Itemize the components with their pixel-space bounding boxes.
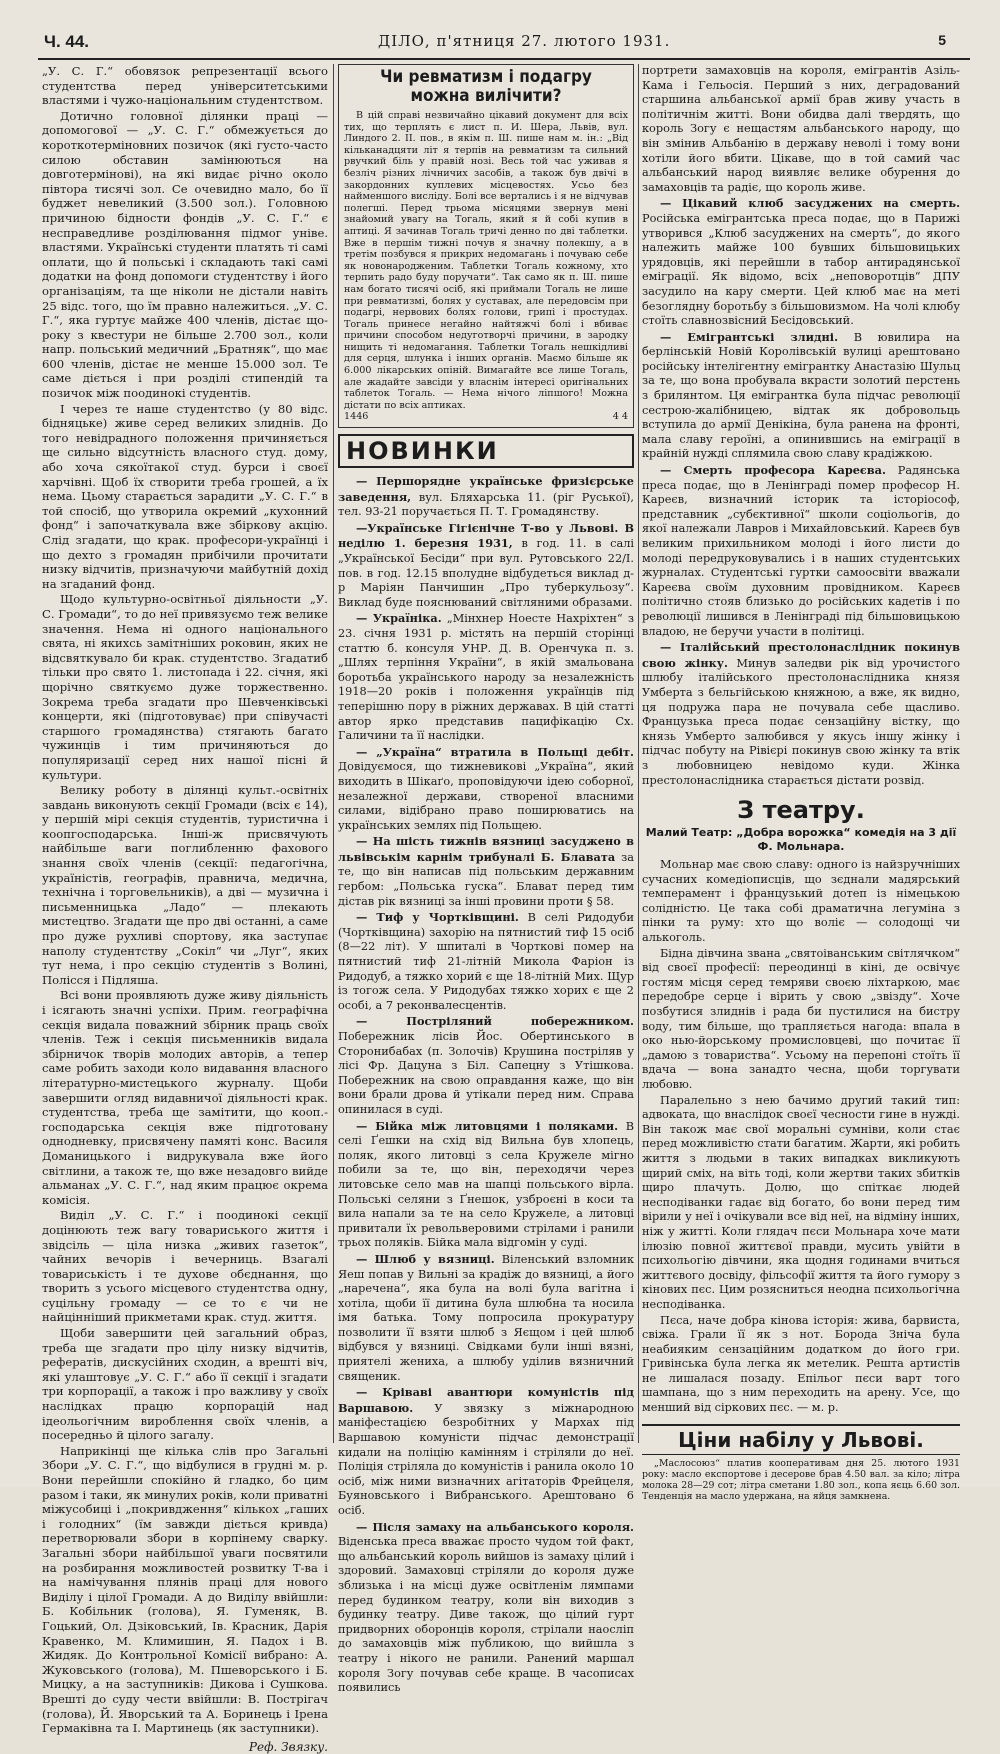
header-rule [38, 58, 970, 60]
prices-section-title: Ціни набілу у Львові. [642, 1424, 960, 1455]
news-item: — Італійський престолонаслідник покинув свою жінку. Минув заледви рік від урочистого шлюбу італійського престолонаслідника князя Умберта з бельгійською княжною, а вже, як видно, ця подружа пара не почувала себе щасливо. Французька преса подає сензаційну вістку, що князь Умберто залюбився у якусь іншу жінку і підчас побуту на Рівієрі покинув свою жінку та втік з любовницею невідомо куди. Жінка престолонаслідника старається дістати розвід. [642, 640, 960, 787]
news-item: — „Україна“ втратила в Польщі дебіт. Довідуємося, що тижневикові „Україна“, який виходить в Шікаґо, проповідуючи ідею соборної, незалежної держави, створеної власними силами, відібрано право поширюватись на українських землях під Польщею. [338, 744, 634, 832]
column-divider [638, 64, 639, 1443]
news-item: — Бійка між литовцями і поляками. В селі Ґешки на схід від Вильна був хлопець, поляк, якого литовці з села Кружеле мігно побили за те, що він, переходячи через литовське село мав на шапці польського вірла. Польські селяни з Ґнешок, узброєні в коси та вила напали за те на село Кружеле, а литовці привитали їх револьверовими стрілами і ранили трьох поляків. Бійка мала відгомін у суді. [338, 1118, 634, 1250]
togal-advertisement [338, 64, 634, 428]
news-item: — Першорядне українське фризієрське заведення, вул. Бляхарська 11. (ріг Руської), тел. 93-21 поручається П. Т. Громадянству. [338, 474, 634, 519]
news-item: — Тиф у Чортківщині. В селі Ридодуби (Чортківщина) захорію на пятнистий тиф 15 осіб (8—22 літ). У шпиталі в Чорткові помер на пятнистий тиф 21-літній Микола Фаріон із Ридодуб, а тяжко хорий є ще 18-літній Мих. Щур із тогож села. У Ридодубах тяжко хорих є ще 2 особі, а 7 реконвалесцентів. [338, 910, 634, 1012]
news-item: — Цікавий клюб засуджених на смерть. Російська емігрантська преса подає, що в Парижі утворився „Клюб засуджених на смерть“, до якого належить майже 100 бувших більшовицьких урядовців, які перейшли в табор антирадянської еміграції. Як відомо, всіх „неповоротців“ ДПУ засудило на кару смерти. Цей клюб має на меті безоглядну боротьбу з більшовизмом. На чолі клюбу стоїть славнозвісний Бесідовський. [642, 196, 960, 328]
article-paragraph: „У. С. Г.“ обовязок репрезентації всього студентства перед університетськими властями і чужо-національним студентством. [42, 64, 328, 108]
news-continuation: портрети замаховців на короля, емігрантів Азіль-Кама і Гельосія. Перший з них, деградований старшина альбанської армії брав живу участь в політичнім житті. Вони обидва далі твердять, що король Зогу є нещастям альбанського народу, що він змінив Альбанію в державу неволі і тому вони хотіли його вбити. Цікаве, що в той самий час альбанський народ виявляє велике обурення до замаховців та радіє, що король живе. [642, 64, 960, 194]
news-continued [642, 64, 960, 788]
issue-number: Ч. 44. [44, 32, 90, 51]
article-paragraph: Дотично головної ділянки праці — допомогової — „У. С. Г.“ обмежується до короткотерміновних позичок (які густо-часто силою обставин замінюються на довготермінові), на які видає річно около півтора тисячі зол. Се очевидно мало, бо її буджет невеликий (3.500 зол.). Головною причиною бідности фондів „У. С. Г.“ є несправедливе розділювання підмог уніве. властями. Українські студенти платять ті самі оплати, що й польські і складають такі самі додатки на фонд допомоги студентству і його організаціям, та ще ніколи не дістали навіть 25 відс. того, що їм правно належиться. „У. С. Г.“, яка гуртує майже 400 членів, дістає що-року з квестури не більше 2.700 зол., коли напр. польський медичний „Братняк“, що має 600 членів, дістає не менше 15.000 зол. Те саме діється і при розділі стипендій та позичок між поодинокі студентів. [42, 108, 328, 401]
review-paragraph: Бідна дівчина звана „святоіванським світлячком“ від своєї професії: переодинці в кіні, де освічує гостям місця серед темряви своєю ліхтаркою, має передобре серце і вірить у свою „звізду“. Хоче позбутися злиднів і рада би пустилися на бистру воду, тим більше, що трапляється нагода: впала в око нью-йорському промисловцеві, що почитає її „дамою з товариства“. Усьому на перепоні стоїть її вдача — вона занадто чесна, щоби торгувати любовю. [642, 946, 960, 1091]
column-1 [42, 64, 328, 1754]
page-header [38, 30, 970, 56]
ad-text: В цій справі незвичайно цікавий документ для всіх тих, що терплять є лист п. И. Шера, Львів, вул. Линдого 2. II. пов., в якім п. Ш. пише нам м. ін.: „Від кільканадцяти літ я терпів на ревматизм та сильний рвучкий біль у правій нозі. Весь той час уживав я безліч різних лічничих засобів, а також був двічі в закордонних куплевих місцевостях. Усьо без найменшого висліду. Болі все вертались і я не відчував полегші. Перед трьома місяцями звернув мені знайомий увагу на Тогаль, який я й собі купив в аптиці. Я зачинав Тогаль тричі денно по дві таблетки. Вже в першім тижні почув я значну полекшу, а в третім позбувся я прикрих недомагань і почуваю себе як новонародженим. Таблетки Тогаль кожному, хто терпить радо буду поручати“. Так само як п. Ш. пише нам богато тисячі осіб, які приймали Тогаль не лише при ревматизмі, болях у суставах, але передовсім при подагрі, нервових болях голови, грипі і простудах. Тогаль принесе негайно найтяжчі болі і вбиває причини способом недуготворчі причини, в зародку нищить ті недомагання. Таблетки Тогаль нешкідливі для серця, шлунка і інших органів. Маємо більше як 6.000 лікарських опіній. Вимагайте все лише Тогаль, але жадайте завсіди у власнім інтересі оригінальних таблеток Тогаль. — Нема нічого ліпшого! Можна дістати по всіх аптиках. [344, 110, 628, 411]
article-signature: Реф. Звязку. [248, 1739, 328, 1754]
article-paragraph: Наприкінці ще кілька слів про Загальні Збори „У. С. Г.“, що відбулися в грудні м. р. Вони перейшли спокійно й гладко, бо цим разом і таки, як минулих років, коли приватні міжусобиці і „покривдження“ кількох „гаших і голодних“ (їм завжди діється кривда) перетворювали збори в корпінему сварку. Загальні збори найбільшої уваги посвятили на розбирання можливостей розвитку Т-ва і на намічування плянів праці для нового Виділу і цілої Громади. А до Виділу ввійшли: Б. Кобільник (голова), Я. Гуменяк, В. Гоцький, Ол. Дзіковський, Ів. Красник, Дарія Кравенко, М. Климишин, Я. Падох і В. Жидяк. До Контрольної Комісії вибрано: А. Жуковського (голова), М. Пшеворського і Б. Мицку, а на заступників: Дикова і Сушкова. Врешті до суду чести ввійшли: В. Пострігач (голова), Й. Яворський та А. Боринець і Ірена Гермаківна та І. Мартинець (як заступники). [42, 1443, 328, 1736]
news-item: — Емігрантські злидні. В ювилира на берлінській Новій Королівській вулиці арештовано російську інтелігентну емігрантку Анастазію Шульц за те, що вона пробувала вкрасти золотий перстень з брилянтом. Ця емігрантка була підчас революції сестрою-жалібницею, відтак як добровольць вступила до армії Денікіна, була ранена на фронті, мала славу героїні, а опинившись на еміграції в крайній нужді сплямила свою славу крадіжкою. [642, 329, 960, 461]
theatre-review [642, 858, 960, 1416]
ad-title: Чи ревматизм і подагру можна вилічити? [380, 67, 592, 106]
article-paragraph: Щоби завершити цей загальний образ, треба ще згадати про цілу низку відчитів, рефератів, дискусійних сходин, а врешті віч, які улаштовує „У. С. Г.“ або її секції і згадати три корпорації, а також і про важливу у своїх наслідках працю корпорацій над ідеольогічним вироблення своїх членів, а посередньо й цілого загалу. [42, 1326, 328, 1443]
news-item: — Кріваві авантюри комуністів під Варшавою. У звязку з міжнародною маніфестацією безробітних у Мархах під Варшавою комуністи підчас демонстрації кидали на поліцію камінням і стріляли до неї. Поліція стріляла до комуністів і ранила около 10 осіб, між ними визначних агітаторів Фрейцеля, Буяновського і Вибранського. Арештовано 6 осіб. [338, 1385, 634, 1517]
review-paragraph: Паралельно з нею бачимо другий такий тип: адвоката, що внаслідок своєї чесности гине в нужді. Він також має свої моральні сумніви, коли стає перед можливістю стати багатим. Жарти, які робить життя з людьми в таких випадках викликують щирий сміх, на віть тоді, коли жертви таких збитків щиро плачуть. Долю, що спіткає людей несподіванки гадає від богато, бо вони перед тим вірили у неї і очікували все від неї, на відміну інших, ніж у житті. Коли глядач пєси Мольнара хоче мати ілюзію повної життєвої правди, мусить увійти в психольогію дівчини, яка щодня годинами вчиться життєвого досвіду, фільсофії життя та його гумору з кінових пєс. Цим розясниться неодна психольогічна несподіванка. [642, 1093, 960, 1311]
column-3 [642, 64, 961, 1502]
article-paragraph: Щодо культурно-освітньої діяльности „У. С. Громади“, то до неї привязуємо теж велике значення. Нема ні одного національного свята, ні якихсь замітніших роковин, яких не відсвяткувало би крак. студентство. Згадатиб тільки про свято 1. листопада і 22. січня, які щорічно святкуємо дуже торжественно. Зокрема треба згадати про Шевченківські концерти, які (підготовуває) при співучасті старшого громадянства) стягають багато чужинців і тим причиняються до популяризації серед них нашої пісні й культури. [42, 592, 328, 782]
news-item: —Українське Гігієнічне Т-во у Львові. В неділю 1. березня 1931, в год. 11. в салі „Української Бесіди“ при вул. Рутовського 22/І. пов. в год. 12.15 вполудне відбудеться виклад д-р Маріян Панчишин „Про туберкульозу“. Виклад буде пояснюваний світляними образами. [338, 520, 635, 609]
article-paragraph: Велику роботу в ділянці культ.-освітніх завдань виконують секції Громади (всіх є 14), у першій мірі секція студентів, туристична і коопгосподарська. Інші-ж присвячують найбільше ваги поглибленню фахового знання своїх членів (секції: педагогічна, україністів, географів, правнича, медична, технічна і торговельників), а дві — музична і письменницька „Ладо“ — плекають мистецтво. Згадати ще про дві останні, а саме про дуже рухливі спортову, яка заступає наполу студентству „Сокіл“ чи „Луг“, яких тут нема, і про секцію студентів з Волині, Полісся і Підляша. [42, 783, 328, 987]
student-article [42, 64, 328, 1754]
theatre-review-subtitle: Малий Театр: „Добра ворожка“ комедія на 3 дії Ф. Мольнара. [645, 826, 957, 854]
column-divider [333, 64, 334, 1443]
news-item: — Після замаху на альбанського короля. Віденська преса вважає просто чудом той факт, що альбанський король вийшов із замаху цілий і здоровий. Замаховці стріляли до короля дуже зблизька і на місці дуже освітленім лямпами перед будинком театру, коли він виходив з будинку театру. Диве також, що цілий гурт придворних оборонців короля, стрілали наосліп до замаховців між публикою, що вийшла з театру і нікого не ранили. Ранений маршал короля Зогу почував себе краще. В часописах появились [338, 1519, 634, 1695]
page-number: 5 [938, 32, 946, 48]
news-item: — Шлюб у вязниці. Віленський взломник Яеш попав у Вильні за крадіж до вязниці, а його „наречена“, яка була на волі була вагітна і хотіла, щоби її дитина була шлюбна та носила імя батька. Тому попросила прокуратуру позволити її взяти шлюб з Яєщом і цей шлюб відбувся у вязниці. Свідками були інші вязні, приятелі жениха, а шлюбу уділив вязничний священик. [338, 1251, 635, 1383]
article-paragraph: І через те наше студентство (у 80 відс. бідняцьке) живе серед великих злиднів. До того невідрадного положення причиняється ще сильно відсутність власного студ. дому, або хоча сякоїтакої студ. бурси і своєї харчівні. Щоб їх створити треба грошей, а їх нема. Цьому старається зарадити „У. С. Г.“ в той спосіб, що утворила окремий „кухонний фонд“ і започаткувала вже збіркову акцію. Слід згадати, що крак. професори-українці і що дехто з громадян прибічили прочитати низку відчитів, призначуючи майбутній дохід на згаданий фонд. [42, 401, 328, 591]
review-paragraph: Мольнар має свою славу: одного із найзручніших сучасних комедіописців, що зєднали мадярський темперамент і французький дотеп із німецькою солідністю. Це така собі драматична легуміна з пінки та руму: хто що воліє — солодощі чи алькоголь. [642, 858, 960, 945]
article-paragraph: Всі вони проявляють дуже живу діяльність і ісягають значні успіхи. Прим. географічна секція видала поважний збірник праць своїх членів. Теж і секція письменників видала збірничок творів молодих авторів, а тепер саме робить заходи коло видавання власного літературно-мистецького журналу. Щоби завершити огляд видавничої діяльності крак. студентства, треба ще замітити, що кооп.-господарська секція вже підготовану однодневку, присвячену памяті конс. Василя Доманицького і видрукувала вже його світлини, а також те, що вже незадовго вийде альманах „У. С. Г.“, над яким працює окрема комісія. [42, 988, 328, 1207]
prices-block [642, 1458, 960, 1502]
news-item: — На шість тижнів вязниці засуджено в львівськім карнім трибуналі Б. Блавата за те, що він написав під польським державним гербом: „Польська гуска“. Блават перед тим дістав рік вязниці за інші провини проти § 58. [338, 834, 634, 908]
review-paragraph: Пєса, наче добра кінова історія: жива, барвиста, свіжа. Грали її як з нот. Борода Зніча була неабияким сензаційним додатком до його гри. Гривінська була легка як метелик. Решта артистів не лишалася позаду. Епільог пєси варт того шампана, що з ним переходить на арену. Усе, що менший від сіркових пєс. — м. р. [642, 1313, 960, 1415]
ad-code: 1446 [344, 411, 369, 423]
masthead-date: ДІЛО, п'ятниця 27. лютого 1931. [378, 32, 671, 50]
theatre-section-title: З театру. [737, 796, 865, 825]
news-item: — Україніка. „Мінхнер Ноесте Нахріхтен“ з 23. січня 1931 р. містять на першій сторінці статтю б. консуля УНР. Д. В. Оренчука п. з. „Шлях терпіння України“, в якій змальована боротьба українського народу за незалежність 1918—20 років і положення українців під теперішню пору в ріжних державах. В цій статті автор ярко представив пацифікацію Сх. Галичини та її наслідки. [338, 611, 635, 743]
ad-mark: 4 4 [612, 411, 628, 423]
news-item: — Смерть професора Кареєва. Радянська преса подає, що в Ленінграді помер професор Н. Кареєв, визначний історик та історіософ, представник „субєктивної“ школи соціольогів, до якої належали Лавров і Михайловський. Кареєв був великим прихильником молоді і його листи до молоді передруковувались і в наших студентських журналах. Студентські гуртки самоосвіти вважали Кареєва своїм духовним провідником. Кареєв політично стояв близько до російських кадетів і по революції лишився в Ленінграді під більшовицькою владою, не беручи участи в політиці. [642, 463, 961, 638]
section-title: НОВИНКИ [346, 437, 499, 466]
prices-text: „Маслосоюз“ платив кооперативам дня 25. лютого 1931 року: масло експортове і десерове брав 4.50 вал. за кіло; літра молока 28—29 сот; літра сметани 1.80 зол., копа яєць 6.60 зол. Тенденція на масло удержана, на яйця замкнена. [642, 1457, 960, 1502]
ad-footer [344, 411, 628, 423]
section-heading-novynky [338, 434, 634, 468]
column-2 [338, 64, 635, 1695]
article-paragraph: Виділ „У. С. Г.“ і поодинокі секції доцінюють теж вагу товариського життя і звідсіль — ціла низка „живих газеток“, чайних вечорів і вечерниць. Взагалі товариськість і те духове обєднання, що творить з усього місцевого студентства одну, суцільну громаду — се то є чи не найцінніший прикметами крак. студ. життя. [42, 1208, 328, 1325]
news-items [338, 474, 634, 1696]
news-item: — Постріляний побережником. Побережник лісів Йос. Обертинського в Сторонибабах (п. Золочів) Крушина постріляв у лісі Фр. Дацуна з Біл. Сапецну з Утішкова. Побережник на свою оправдання каже, що він вони брали дрова й утікали перед ним. Справа опинилася в суді. [338, 1014, 634, 1116]
